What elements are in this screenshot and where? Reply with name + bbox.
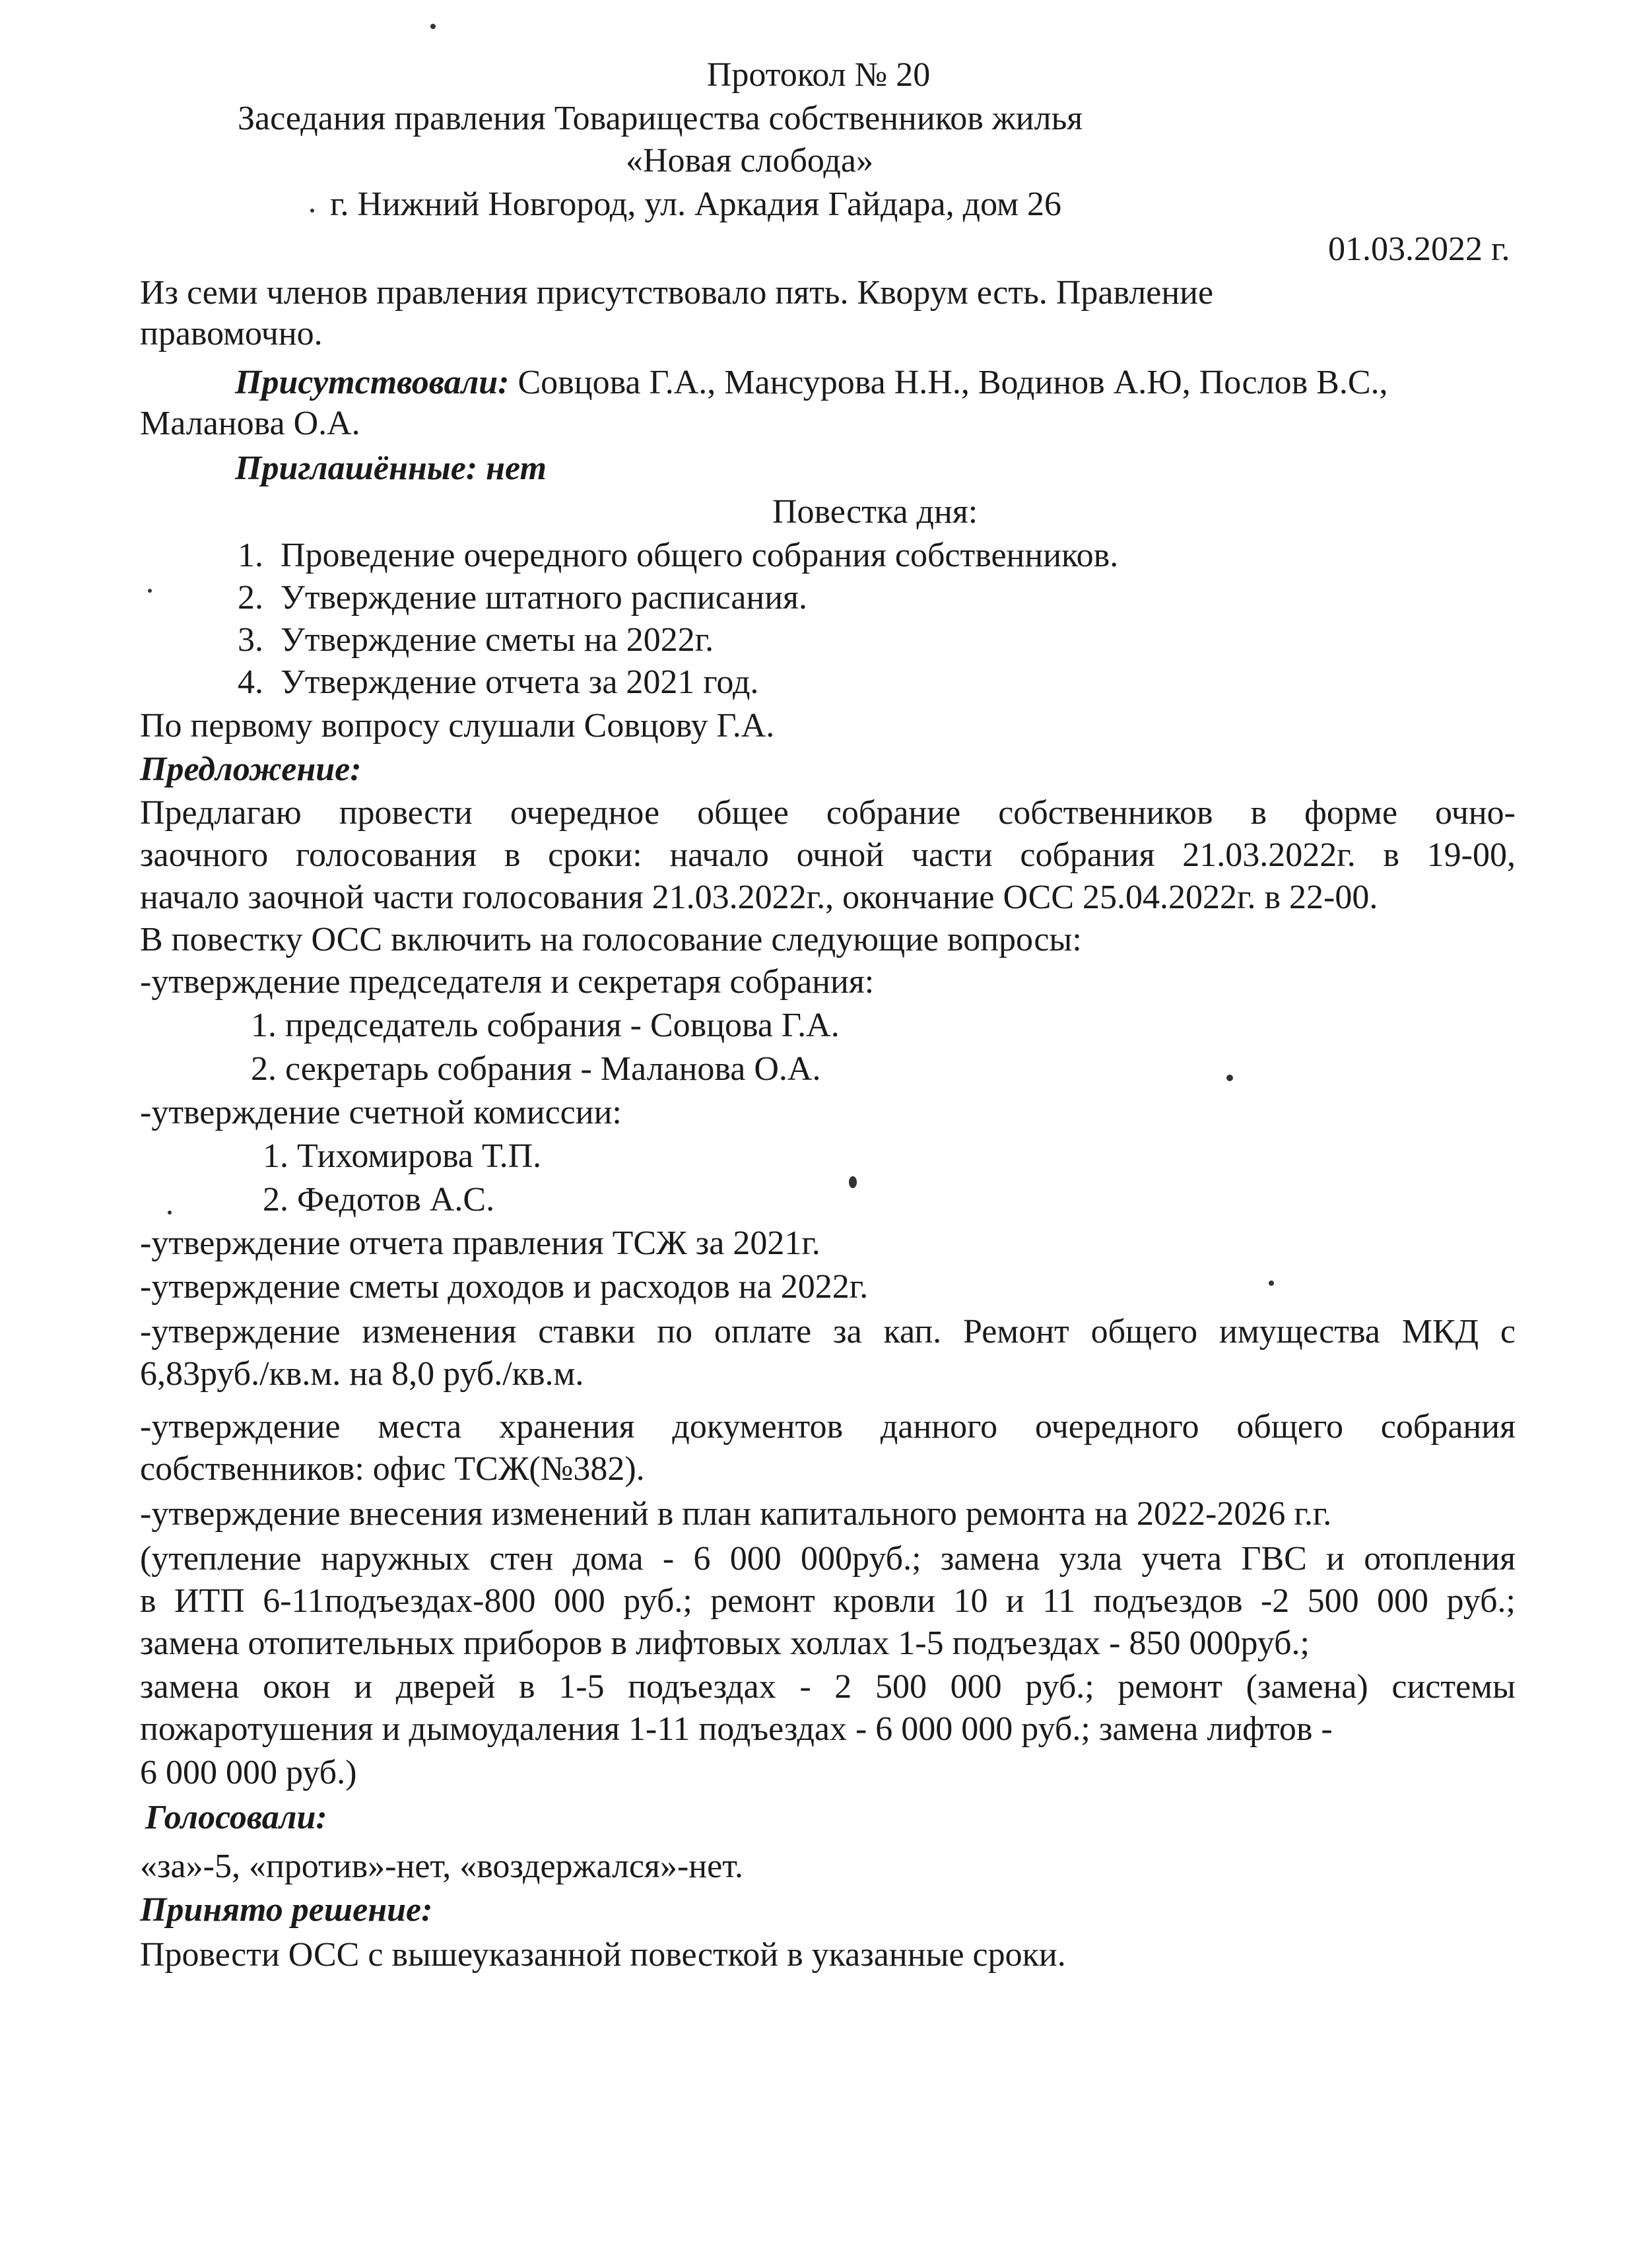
scan-speck xyxy=(1269,1281,1274,1286)
agenda-item xyxy=(238,661,758,704)
proposal-line: В повестку ОСС включить на голосование следующие вопросы: xyxy=(140,921,1082,958)
proposal-line: в ИТП 6-11подъездах-800 000 руб.; ремонт кровли 10 и 11 подъездов -2 500 000 руб.; xyxy=(140,1582,1516,1620)
proposal-line: -утверждение отчета правления ТСЖ за 2021г. xyxy=(140,1224,820,1262)
proposal-line: начало заочной части голосования 21.03.2022г., окончание ОСС 25.04.2022г. в 22-00. xyxy=(140,879,1378,916)
agenda-item-number: 4. xyxy=(238,663,263,701)
proposal-line: -утверждение председателя и секретаря собрания: xyxy=(140,963,875,1001)
proposal-line: 1. председатель собрания - Совцова Г.А. xyxy=(251,1007,840,1044)
agenda-item xyxy=(238,535,1118,577)
scan-speck xyxy=(1226,1075,1233,1081)
agenda-item-number: 3. xyxy=(238,621,263,659)
organization-name: «Новая слобода» xyxy=(626,142,873,180)
proposal-line: -утверждение внесения изменений в план капитального ремонта на 2022-2026 г.г. xyxy=(140,1495,1332,1533)
proposal-line: -утверждение счетной комиссии: xyxy=(140,1094,622,1131)
document-title: Протокол № 20 xyxy=(706,56,931,94)
proposal-line: пожаротушения и дымоудаления 1-11 подъездах - 6 000 000 руб.; замена лифтов - xyxy=(140,1710,1333,1748)
voting-label: Голосовали: xyxy=(145,1799,327,1836)
decision-text: Провести ОСС с вышеуказанной повесткой в указанные сроки. xyxy=(140,1936,1066,1974)
proposal-line: 6 000 000 руб.) xyxy=(140,1754,357,1791)
proposal-line: Предлагаю провести очередное общее собрание собственников в форме очно- xyxy=(140,794,1516,832)
proposal-line: замена окон и дверей в 1-5 подъездах - 2 500 000 руб.; ремонт (замена) системы xyxy=(140,1668,1516,1706)
voting-result: «за»-5, «против»-нет, «воздержался»-нет. xyxy=(140,1848,744,1885)
present-label: Присутствовали: xyxy=(235,364,510,401)
decision-label: Принято решение: xyxy=(140,1891,433,1929)
proposal-line: 1. Тихомирова Т.П. xyxy=(263,1137,542,1175)
scan-speck xyxy=(430,24,436,29)
scan-speck xyxy=(310,209,314,213)
agenda-item-text: Проведение очередного общего собрания собственников. xyxy=(281,537,1119,574)
document-date: 01.03.2022 г. xyxy=(1328,230,1510,268)
proposal-line: -утверждение изменения ставки по оплате за кап. Ремонт общего имущества МКД с xyxy=(140,1313,1516,1351)
proposal-line: замена отопительных приборов в лифтовых холлах 1-5 подъездах - 850 000руб.; xyxy=(140,1624,1310,1662)
present-line xyxy=(235,362,1388,404)
scan-speck xyxy=(148,589,152,593)
agenda-item-text: Утверждение отчета за 2021 год. xyxy=(281,663,759,701)
proposal-label: Предложение: xyxy=(140,750,362,788)
scan-speck xyxy=(168,1211,172,1215)
scan-speck xyxy=(849,1176,857,1188)
agenda-item-text: Утверждение штатного расписания. xyxy=(281,579,807,617)
agenda-item-number: 1. xyxy=(238,537,263,574)
agenda-item xyxy=(238,577,807,619)
proposal-line: (утепление наружных стен дома - 6 000 000руб.; замена узла учета ГВС и отопления xyxy=(140,1540,1516,1578)
proposal-line: 2. Федотов А.С. xyxy=(263,1181,495,1218)
proposal-line: 2. секретарь собрания - Маланова О.А. xyxy=(251,1050,821,1088)
agenda-item-text: Утверждение сметы на 2022г. xyxy=(281,621,714,659)
invited-label: Приглашённые: нет xyxy=(235,450,547,487)
proposal-line: собственников: офис ТСЖ(№382). xyxy=(140,1450,645,1488)
present-names: Совцова Г.А., Мансурова Н.Н., Водинов А.Ю, Послов В.С., xyxy=(509,364,1388,401)
organization-address: г. Нижний Новгород, ул. Аркадия Гайдара, дом 26 xyxy=(330,185,1061,223)
first-question: По первому вопросу слушали Совцову Г.А. xyxy=(140,707,775,745)
agenda-title: Повестка дня: xyxy=(772,493,978,531)
proposal-line: -утверждение сметы доходов и расходов на 2022г. xyxy=(140,1268,869,1306)
proposal-line: -утверждение места хранения документов данного очередного общего собрания xyxy=(140,1408,1516,1446)
document-subtitle: Заседания правления Товарищества собственников жилья xyxy=(238,100,1083,137)
quorum-line-2: правомочно. xyxy=(140,315,323,352)
agenda-item xyxy=(238,619,714,661)
agenda-item-number: 2. xyxy=(238,579,263,617)
proposal-line: заочного голосования в сроки: начало очной части собрания 21.03.2022г. в 19-00, xyxy=(140,836,1516,874)
proposal-line: 6,83руб./кв.м. на 8,0 руб./кв.м. xyxy=(140,1355,584,1393)
present-line-2: Маланова О.А. xyxy=(140,405,360,442)
quorum-line-1: Из семи членов правления присутствовало пять. Кворум есть. Правление xyxy=(140,274,1214,312)
